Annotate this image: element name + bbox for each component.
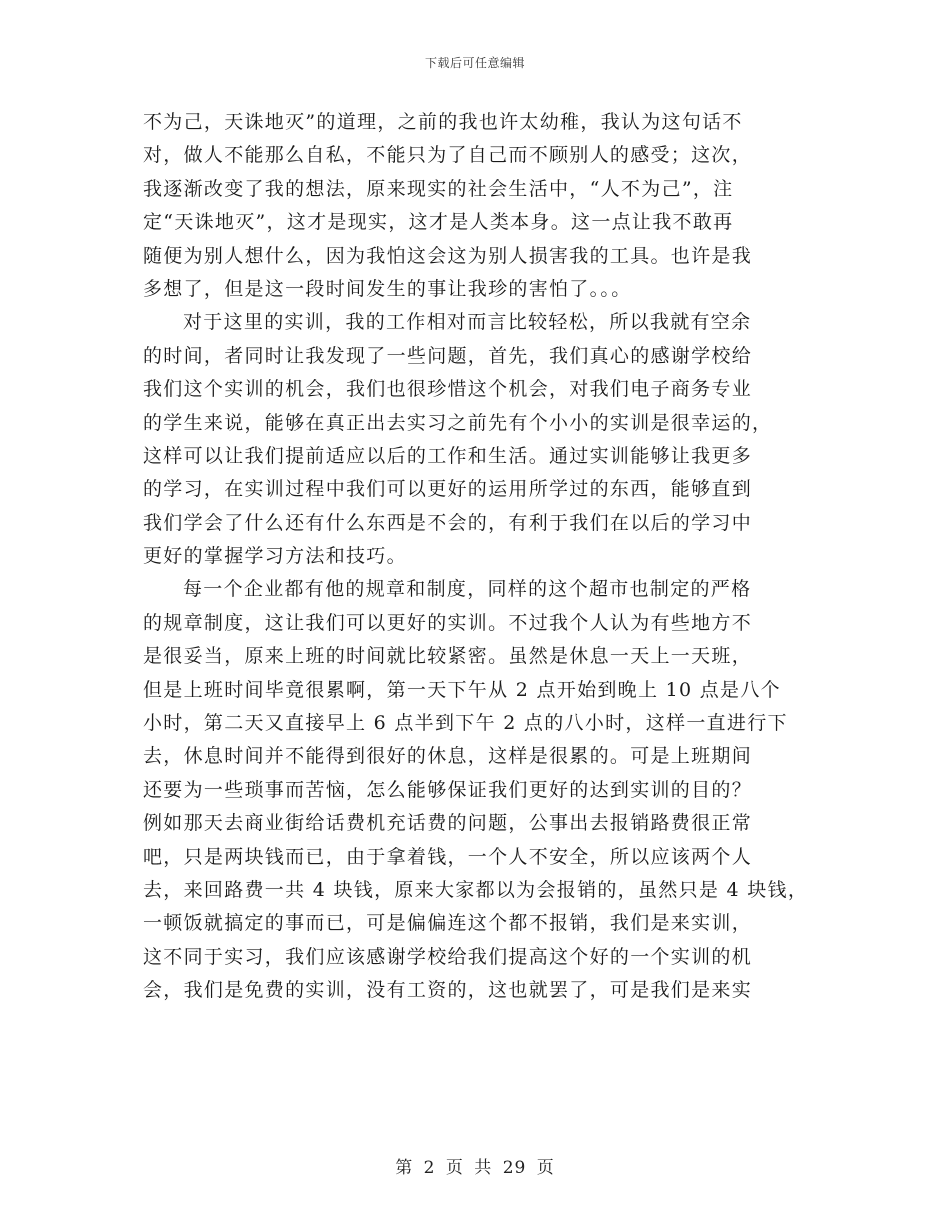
text-line: 我们这个实训的机会，我们也很珍惜这个机会，对我们电子商务专业 <box>143 378 753 401</box>
text-line: 对，做人不能那么自私，不能只为了自己而不顾别人的感受；这次， <box>143 144 753 167</box>
text-line: 的学习，在实训过程中我们可以更好的运用所学过的东西，能够直到 <box>143 478 753 501</box>
text-line: 一顿饭就搞定的事而已，可是偏偏连这个都不报销，我们是来实训， <box>143 912 753 935</box>
text-line: 例如那天去商业街给话费机充话费的问题，公事出去报销路费很正常 <box>143 812 753 835</box>
text-line: 的规章制度，这让我们可以更好的实训。不过我个人认为有些地方不 <box>143 611 753 634</box>
text-line: 每一个企业都有他的规章和制度，同样的这个超市也制定的严格 <box>183 578 752 601</box>
text-line: 多想了，但是这一段时间发生的事让我珍的害怕了。。。 <box>143 277 632 300</box>
text-line: 的时间，者同时让我发现了一些问题，首先，我们真心的感谢学校给 <box>143 344 753 367</box>
text-line: 去，休息时间并不能得到很好的休息，这样是很累的。可是上班期间 <box>143 745 753 768</box>
text-line: 的学生来说，能够在真正出去实习之前先有个小小的实训是很幸运的， <box>143 411 773 434</box>
text-line: 吧，只是两块钱而已，由于拿着钱，一个人不安全，所以应该两个人 <box>143 845 753 868</box>
text-line: 但是上班时间毕竟很累啊，第一天下午从 2 点开始到晚上 10 点是八个 <box>143 678 781 701</box>
text-line: 会，我们是免费的实训，没有工资的，这也就罢了，可是我们是来实 <box>143 979 753 1002</box>
page-header: 下载后可任意编辑 <box>424 56 525 70</box>
text-line: 随便为别人想什么，因为我怕这会这为别人损害我的工具。也许是我 <box>143 244 753 267</box>
text-line: 小时，第二天又直接早上 6 点半到下午 2 点的八小时，这样一直进行下 <box>143 712 788 735</box>
page-number-footer: 第 2 页 共 29 页 <box>395 1158 555 1178</box>
text-line: 这不同于实习，我们应该感谢学校给我们提高这个好的一个实训的机 <box>143 945 753 968</box>
text-line: 更好的掌握学习方法和技巧。 <box>143 545 407 568</box>
text-line: 我逐渐改变了我的想法，原来现实的社会生活中，“人不为己”，注 <box>143 177 734 200</box>
text-line: 我们学会了什么还有什么东西是不会的，有利于我们在以后的学习中 <box>143 511 753 534</box>
text-line: 不为己，天诛地灭”的道理，之前的我也许太幼稚，我认为这句话不 <box>143 111 743 133</box>
document-body <box>143 106 833 1008</box>
text-line: 定“天诛地灭”，这才是现实，这才是人类本身。这一点让我不敢再 <box>143 211 734 234</box>
text-line: 对于这里的实训，我的工作相对而言比较轻松，所以我就有空余 <box>183 311 752 334</box>
text-line: 去，来回路费一共 4 块钱，原来大家都以为会报销的，虽然只是 4 块钱， <box>143 878 809 901</box>
text-line: 是很妥当，原来上班的时间就比较紧密。虽然是休息一天上一天班， <box>143 645 753 668</box>
text-line: 这样可以让我们提前适应以后的工作和生活。通过实训能够让我更多 <box>143 444 753 467</box>
text-line: 还要为一些琐事而苦恼，怎么能够保证我们更好的达到实训的目的？ <box>143 778 753 801</box>
